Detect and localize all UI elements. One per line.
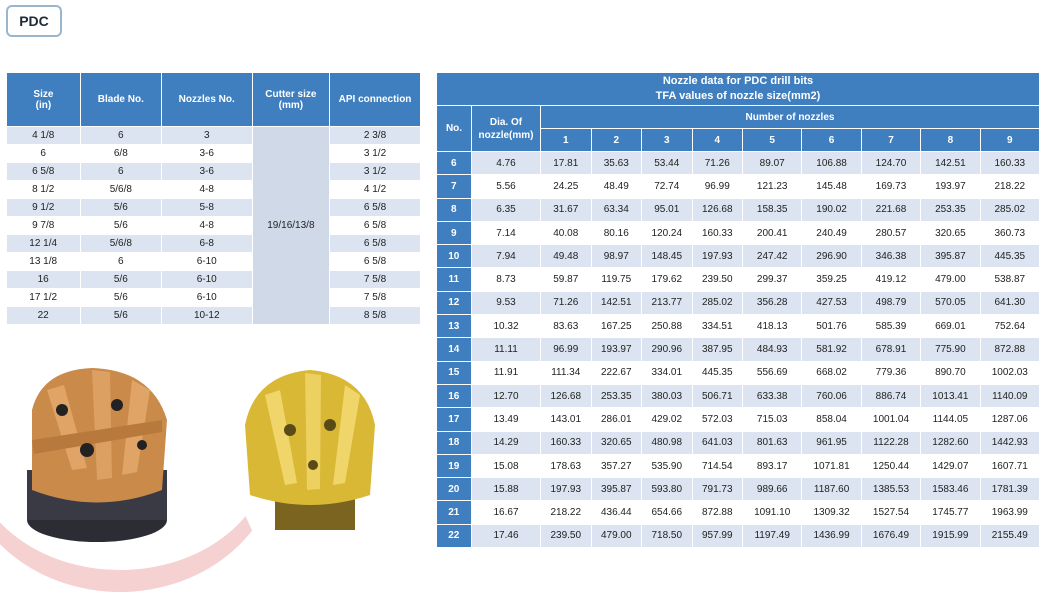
size-cell: 9 7/8 xyxy=(7,217,81,235)
tfa-value-cell: 581.92 xyxy=(802,338,861,361)
nozzle-group-row xyxy=(437,106,1040,129)
nozzle-no-cell: 9 xyxy=(437,221,472,244)
nozzle-tfa-row xyxy=(437,175,1040,198)
tfa-value-cell: 570.05 xyxy=(921,291,980,314)
tfa-value-cell: 53.44 xyxy=(642,152,693,175)
nozzle-tfa-row xyxy=(437,338,1040,361)
bit-spec-row xyxy=(7,235,421,253)
col-nozzles-header: Nozzles No. xyxy=(161,73,252,127)
bit-spec-row xyxy=(7,145,421,163)
nozzles-cell: 3-6 xyxy=(161,145,252,163)
tfa-value-cell: 1436.99 xyxy=(802,524,861,547)
tfa-value-cell: 872.88 xyxy=(692,501,743,524)
nozzle-no-cell: 17 xyxy=(437,408,472,431)
pdc-bit-copper-image xyxy=(12,350,182,545)
tfa-value-cell: 31.67 xyxy=(541,198,592,221)
bit-spec-header-row xyxy=(7,73,421,127)
pdc-bit-gold-image xyxy=(235,355,385,535)
blade-cell: 5/6 xyxy=(80,199,161,217)
col-dia-header: Dia. Of nozzle(mm) xyxy=(472,106,541,152)
nozzles-cell: 10-12 xyxy=(161,307,252,325)
tfa-value-cell: 197.93 xyxy=(541,478,592,501)
tfa-value-cell: 158.35 xyxy=(743,198,802,221)
tfa-value-cell: 858.04 xyxy=(802,408,861,431)
nozzle-no-cell: 10 xyxy=(437,245,472,268)
nozzles-cell: 5-8 xyxy=(161,199,252,217)
nozzle-tfa-row xyxy=(437,152,1040,175)
api-connection-cell: 8 5/8 xyxy=(330,307,421,325)
nozzle-tfa-row xyxy=(437,478,1040,501)
tfa-value-cell: 160.33 xyxy=(980,152,1039,175)
tfa-value-cell: 160.33 xyxy=(692,221,743,244)
nozzle-tfa-row xyxy=(437,268,1040,291)
tfa-value-cell: 142.51 xyxy=(921,152,980,175)
nozzle-tfa-row xyxy=(437,221,1040,244)
tfa-value-cell: 48.49 xyxy=(591,175,642,198)
api-connection-cell: 2 3/8 xyxy=(330,127,421,145)
nozzle-no-cell: 13 xyxy=(437,315,472,338)
tfa-value-cell: 24.25 xyxy=(541,175,592,198)
nozzle-tfa-row xyxy=(437,361,1040,384)
tfa-value-cell: 506.71 xyxy=(692,384,743,407)
bit-spec-table xyxy=(6,72,421,325)
api-connection-cell: 7 5/8 xyxy=(330,289,421,307)
tfa-value-cell: 247.42 xyxy=(743,245,802,268)
tfa-value-cell: 654.66 xyxy=(642,501,693,524)
cutter-size-cell: 19/16/13/8 xyxy=(252,127,329,325)
tfa-value-cell: 167.25 xyxy=(591,315,642,338)
tfa-value-cell: 286.01 xyxy=(591,408,642,431)
api-connection-cell: 6 5/8 xyxy=(330,235,421,253)
tfa-value-cell: 585.39 xyxy=(861,315,920,338)
tfa-value-cell: 1282.60 xyxy=(921,431,980,454)
nozzle-tfa-row xyxy=(437,291,1040,314)
tfa-value-cell: 791.73 xyxy=(692,478,743,501)
tfa-value-cell: 1144.05 xyxy=(921,408,980,431)
api-connection-cell: 4 1/2 xyxy=(330,181,421,199)
tfa-value-cell: 1963.99 xyxy=(980,501,1039,524)
nozzles-cell: 6-10 xyxy=(161,253,252,271)
tfa-value-cell: 418.13 xyxy=(743,315,802,338)
tfa-value-cell: 484.93 xyxy=(743,338,802,361)
bit-spec-row xyxy=(7,217,421,235)
tfa-value-cell: 63.34 xyxy=(591,198,642,221)
tfa-value-cell: 479.00 xyxy=(591,524,642,547)
tfa-value-cell: 380.03 xyxy=(642,384,693,407)
api-connection-cell: 6 5/8 xyxy=(330,199,421,217)
nozzle-no-cell: 14 xyxy=(437,338,472,361)
api-connection-cell: 3 1/2 xyxy=(330,163,421,181)
nozzle-table-title-row xyxy=(437,73,1040,106)
nozzles-cell: 3-6 xyxy=(161,163,252,181)
blade-cell: 5/6 xyxy=(80,271,161,289)
tfa-value-cell: 395.87 xyxy=(591,478,642,501)
nozzle-dia-cell: 4.76 xyxy=(472,152,541,175)
bit-spec-row xyxy=(7,307,421,325)
size-cell: 8 1/2 xyxy=(7,181,81,199)
tfa-value-cell: 714.54 xyxy=(692,454,743,477)
size-cell: 22 xyxy=(7,307,81,325)
nozzle-tfa-row xyxy=(437,501,1040,524)
tfa-value-cell: 49.48 xyxy=(541,245,592,268)
tfa-value-cell: 239.50 xyxy=(692,268,743,291)
tfa-value-cell: 59.87 xyxy=(541,268,592,291)
tfa-value-cell: 280.57 xyxy=(861,221,920,244)
bit-spec-row xyxy=(7,271,421,289)
tfa-value-cell: 320.65 xyxy=(591,431,642,454)
tfa-value-cell: 641.03 xyxy=(692,431,743,454)
tfa-value-cell: 193.97 xyxy=(921,175,980,198)
nozzle-count-header: 9 xyxy=(980,129,1039,152)
nozzle-count-header: 3 xyxy=(642,129,693,152)
size-cell: 9 1/2 xyxy=(7,199,81,217)
nozzle-tfa-row xyxy=(437,315,1040,338)
tfa-value-cell: 1429.07 xyxy=(921,454,980,477)
tfa-value-cell: 83.63 xyxy=(541,315,592,338)
tfa-value-cell: 1915.99 xyxy=(921,524,980,547)
tfa-value-cell: 142.51 xyxy=(591,291,642,314)
nozzle-no-cell: 15 xyxy=(437,361,472,384)
tfa-value-cell: 1745.77 xyxy=(921,501,980,524)
nozzle-table-title-line2: TFA values of nozzle size(mm2) xyxy=(655,90,821,102)
nozzle-no-cell: 21 xyxy=(437,501,472,524)
tfa-value-cell: 872.88 xyxy=(980,338,1039,361)
tfa-value-cell: 359.25 xyxy=(802,268,861,291)
tfa-value-cell: 290.96 xyxy=(642,338,693,361)
nozzles-cell: 6-8 xyxy=(161,235,252,253)
tfa-value-cell: 1385.53 xyxy=(861,478,920,501)
bit-spec-body xyxy=(7,127,421,325)
size-cell: 16 xyxy=(7,271,81,289)
nozzle-no-cell: 8 xyxy=(437,198,472,221)
nozzle-tfa-row xyxy=(437,245,1040,268)
tfa-value-cell: 480.98 xyxy=(642,431,693,454)
blade-cell: 6 xyxy=(80,163,161,181)
tfa-value-cell: 501.76 xyxy=(802,315,861,338)
nozzle-dia-cell: 7.94 xyxy=(472,245,541,268)
nozzle-dia-cell: 6.35 xyxy=(472,198,541,221)
nozzle-count-header: 7 xyxy=(861,129,920,152)
tfa-value-cell: 143.01 xyxy=(541,408,592,431)
nozzle-tfa-body xyxy=(437,152,1040,548)
tfa-value-cell: 961.95 xyxy=(802,431,861,454)
tfa-value-cell: 538.87 xyxy=(980,268,1039,291)
nozzle-dia-cell: 11.11 xyxy=(472,338,541,361)
nozzle-tfa-row xyxy=(437,384,1040,407)
size-cell: 4 1/8 xyxy=(7,127,81,145)
tfa-value-cell: 253.35 xyxy=(921,198,980,221)
nozzle-tfa-row xyxy=(437,454,1040,477)
tfa-value-cell: 535.90 xyxy=(642,454,693,477)
tfa-value-cell: 572.03 xyxy=(692,408,743,431)
nozzle-no-cell: 11 xyxy=(437,268,472,291)
tfa-value-cell: 1442.93 xyxy=(980,431,1039,454)
tfa-value-cell: 395.87 xyxy=(921,245,980,268)
nozzle-count-header: 5 xyxy=(743,129,802,152)
tfa-value-cell: 669.01 xyxy=(921,315,980,338)
tfa-value-cell: 356.28 xyxy=(743,291,802,314)
tfa-value-cell: 1250.44 xyxy=(861,454,920,477)
tfa-value-cell: 1001.04 xyxy=(861,408,920,431)
tfa-value-cell: 718.50 xyxy=(642,524,693,547)
bit-spec-row xyxy=(7,199,421,217)
nozzle-count-header: 8 xyxy=(921,129,980,152)
tfa-value-cell: 179.62 xyxy=(642,268,693,291)
nozzles-cell: 4-8 xyxy=(161,181,252,199)
tfa-value-cell: 427.53 xyxy=(802,291,861,314)
tfa-value-cell: 752.64 xyxy=(980,315,1039,338)
nozzles-cell: 6-10 xyxy=(161,271,252,289)
nozzle-dia-cell: 17.46 xyxy=(472,524,541,547)
tfa-value-cell: 126.68 xyxy=(541,384,592,407)
number-of-nozzles-header: Number of nozzles xyxy=(541,106,1040,129)
tfa-value-cell: 111.34 xyxy=(541,361,592,384)
blade-cell: 5/6 xyxy=(80,217,161,235)
nozzle-no-cell: 16 xyxy=(437,384,472,407)
tfa-value-cell: 95.01 xyxy=(642,198,693,221)
tfa-value-cell: 222.67 xyxy=(591,361,642,384)
tfa-value-cell: 1002.03 xyxy=(980,361,1039,384)
tfa-value-cell: 1583.46 xyxy=(921,478,980,501)
nozzles-cell: 6-10 xyxy=(161,289,252,307)
tfa-value-cell: 1140.09 xyxy=(980,384,1039,407)
col-cutter-header: Cutter size (mm) xyxy=(252,73,329,127)
tfa-value-cell: 334.01 xyxy=(642,361,693,384)
size-cell: 17 1/2 xyxy=(7,289,81,307)
tfa-value-cell: 98.97 xyxy=(591,245,642,268)
tfa-value-cell: 148.45 xyxy=(642,245,693,268)
size-cell: 13 1/8 xyxy=(7,253,81,271)
nozzle-no-cell: 18 xyxy=(437,431,472,454)
tfa-value-cell: 80.16 xyxy=(591,221,642,244)
nozzle-no-cell: 12 xyxy=(437,291,472,314)
nozzle-count-header: 6 xyxy=(802,129,861,152)
col-size-header: Size (in) xyxy=(7,73,81,127)
tfa-value-cell: 436.44 xyxy=(591,501,642,524)
tfa-value-cell: 801.63 xyxy=(743,431,802,454)
tfa-value-cell: 715.03 xyxy=(743,408,802,431)
nozzle-dia-cell: 5.56 xyxy=(472,175,541,198)
blade-cell: 5/6/8 xyxy=(80,181,161,199)
nozzle-dia-cell: 7.14 xyxy=(472,221,541,244)
bit-spec-row xyxy=(7,289,421,307)
tfa-value-cell: 556.69 xyxy=(743,361,802,384)
nozzle-tfa-row xyxy=(437,408,1040,431)
tfa-value-cell: 445.35 xyxy=(692,361,743,384)
tfa-value-cell: 285.02 xyxy=(980,198,1039,221)
bit-spec-row xyxy=(7,253,421,271)
api-connection-cell: 3 1/2 xyxy=(330,145,421,163)
tfa-value-cell: 17.81 xyxy=(541,152,592,175)
tfa-value-cell: 190.02 xyxy=(802,198,861,221)
blade-cell: 5/6 xyxy=(80,289,161,307)
tfa-value-cell: 357.27 xyxy=(591,454,642,477)
tfa-value-cell: 498.79 xyxy=(861,291,920,314)
nozzles-cell: 4-8 xyxy=(161,217,252,235)
tfa-value-cell: 213.77 xyxy=(642,291,693,314)
tfa-value-cell: 193.97 xyxy=(591,338,642,361)
nozzle-count-header: 1 xyxy=(541,129,592,152)
tfa-value-cell: 239.50 xyxy=(541,524,592,547)
tfa-value-cell: 1197.49 xyxy=(743,524,802,547)
tfa-value-cell: 124.70 xyxy=(861,152,920,175)
api-connection-cell: 7 5/8 xyxy=(330,271,421,289)
tfa-value-cell: 40.08 xyxy=(541,221,592,244)
tfa-value-cell: 1781.39 xyxy=(980,478,1039,501)
tfa-value-cell: 1091.10 xyxy=(743,501,802,524)
tfa-value-cell: 89.07 xyxy=(743,152,802,175)
tfa-value-cell: 178.63 xyxy=(541,454,592,477)
tfa-value-cell: 1187.60 xyxy=(802,478,861,501)
nozzle-dia-cell: 10.32 xyxy=(472,315,541,338)
tfa-value-cell: 419.12 xyxy=(861,268,920,291)
blade-cell: 6 xyxy=(80,127,161,145)
tfa-value-cell: 71.26 xyxy=(692,152,743,175)
nozzle-no-cell: 6 xyxy=(437,152,472,175)
tfa-value-cell: 197.93 xyxy=(692,245,743,268)
tfa-value-cell: 479.00 xyxy=(921,268,980,291)
tfa-value-cell: 957.99 xyxy=(692,524,743,547)
nozzle-dia-cell: 9.53 xyxy=(472,291,541,314)
nozzle-table-title-line1: Nozzle data for PDC drill bits xyxy=(662,75,814,87)
tfa-value-cell: 633.38 xyxy=(743,384,802,407)
nozzle-dia-cell: 11.91 xyxy=(472,361,541,384)
tfa-value-cell: 71.26 xyxy=(541,291,592,314)
tfa-value-cell: 678.91 xyxy=(861,338,920,361)
nozzle-no-cell: 20 xyxy=(437,478,472,501)
tfa-value-cell: 285.02 xyxy=(692,291,743,314)
blade-cell: 5/6/8 xyxy=(80,235,161,253)
nozzle-dia-cell: 14.29 xyxy=(472,431,541,454)
nozzles-cell: 3 xyxy=(161,127,252,145)
nozzle-count-header: 4 xyxy=(692,129,743,152)
size-cell: 12 1/4 xyxy=(7,235,81,253)
tfa-value-cell: 240.49 xyxy=(802,221,861,244)
tfa-value-cell: 35.63 xyxy=(591,152,642,175)
tfa-value-cell: 668.02 xyxy=(802,361,861,384)
tfa-value-cell: 72.74 xyxy=(642,175,693,198)
nozzle-no-cell: 22 xyxy=(437,524,472,547)
col-blade-header: Blade No. xyxy=(80,73,161,127)
bit-spec-row xyxy=(7,181,421,199)
tfa-value-cell: 96.99 xyxy=(541,338,592,361)
tfa-value-cell: 334.51 xyxy=(692,315,743,338)
tfa-value-cell: 1527.54 xyxy=(861,501,920,524)
tfa-value-cell: 120.24 xyxy=(642,221,693,244)
tfa-value-cell: 1122.28 xyxy=(861,431,920,454)
tfa-value-cell: 121.23 xyxy=(743,175,802,198)
api-connection-cell: 6 5/8 xyxy=(330,253,421,271)
tfa-value-cell: 890.70 xyxy=(921,361,980,384)
tfa-value-cell: 106.88 xyxy=(802,152,861,175)
tfa-value-cell: 886.74 xyxy=(861,384,920,407)
bit-spec-row xyxy=(7,163,421,181)
tfa-value-cell: 200.41 xyxy=(743,221,802,244)
nozzle-no-cell: 7 xyxy=(437,175,472,198)
nozzle-table-title xyxy=(437,73,1040,106)
nozzle-dia-cell: 12.70 xyxy=(472,384,541,407)
tfa-value-cell: 320.65 xyxy=(921,221,980,244)
tfa-value-cell: 218.22 xyxy=(980,175,1039,198)
tfa-value-cell: 1607.71 xyxy=(980,454,1039,477)
blade-cell: 5/6 xyxy=(80,307,161,325)
tfa-value-cell: 893.17 xyxy=(743,454,802,477)
tfa-value-cell: 126.68 xyxy=(692,198,743,221)
tfa-value-cell: 1013.41 xyxy=(921,384,980,407)
col-api-header: API connection xyxy=(330,73,421,127)
tfa-value-cell: 760.06 xyxy=(802,384,861,407)
tfa-value-cell: 299.37 xyxy=(743,268,802,291)
col-no-header: No. xyxy=(437,106,472,152)
pdc-badge: PDC xyxy=(6,5,62,37)
nozzle-dia-cell: 8.73 xyxy=(472,268,541,291)
nozzle-tfa-row xyxy=(437,431,1040,454)
tfa-value-cell: 360.73 xyxy=(980,221,1039,244)
tfa-value-cell: 641.30 xyxy=(980,291,1039,314)
size-cell: 6 xyxy=(7,145,81,163)
tfa-value-cell: 387.95 xyxy=(692,338,743,361)
tfa-value-cell: 593.80 xyxy=(642,478,693,501)
nozzle-count-header: 2 xyxy=(591,129,642,152)
tfa-value-cell: 221.68 xyxy=(861,198,920,221)
tfa-value-cell: 1676.49 xyxy=(861,524,920,547)
tfa-value-cell: 989.66 xyxy=(743,478,802,501)
nozzle-dia-cell: 15.08 xyxy=(472,454,541,477)
tfa-value-cell: 250.88 xyxy=(642,315,693,338)
tfa-value-cell: 445.35 xyxy=(980,245,1039,268)
tfa-value-cell: 1309.32 xyxy=(802,501,861,524)
nozzle-tfa-row xyxy=(437,198,1040,221)
tfa-value-cell: 296.90 xyxy=(802,245,861,268)
tfa-value-cell: 218.22 xyxy=(541,501,592,524)
tfa-value-cell: 253.35 xyxy=(591,384,642,407)
nozzle-dia-cell: 13.49 xyxy=(472,408,541,431)
blade-cell: 6/8 xyxy=(80,145,161,163)
nozzle-tfa-row xyxy=(437,524,1040,547)
api-connection-cell: 6 5/8 xyxy=(330,217,421,235)
tfa-value-cell: 145.48 xyxy=(802,175,861,198)
bit-spec-row xyxy=(7,127,421,145)
tfa-value-cell: 775.90 xyxy=(921,338,980,361)
nozzle-no-cell: 19 xyxy=(437,454,472,477)
tfa-value-cell: 160.33 xyxy=(541,431,592,454)
tfa-value-cell: 119.75 xyxy=(591,268,642,291)
tfa-value-cell: 1287.06 xyxy=(980,408,1039,431)
blade-cell: 6 xyxy=(80,253,161,271)
size-cell: 6 5/8 xyxy=(7,163,81,181)
tfa-value-cell: 1071.81 xyxy=(802,454,861,477)
tfa-value-cell: 429.02 xyxy=(642,408,693,431)
nozzle-dia-cell: 16.67 xyxy=(472,501,541,524)
tfa-value-cell: 346.38 xyxy=(861,245,920,268)
tfa-value-cell: 96.99 xyxy=(692,175,743,198)
tfa-value-cell: 169.73 xyxy=(861,175,920,198)
tfa-value-cell: 779.36 xyxy=(861,361,920,384)
nozzle-dia-cell: 15.88 xyxy=(472,478,541,501)
tfa-value-cell: 2155.49 xyxy=(980,524,1039,547)
nozzle-tfa-table xyxy=(436,72,1040,548)
